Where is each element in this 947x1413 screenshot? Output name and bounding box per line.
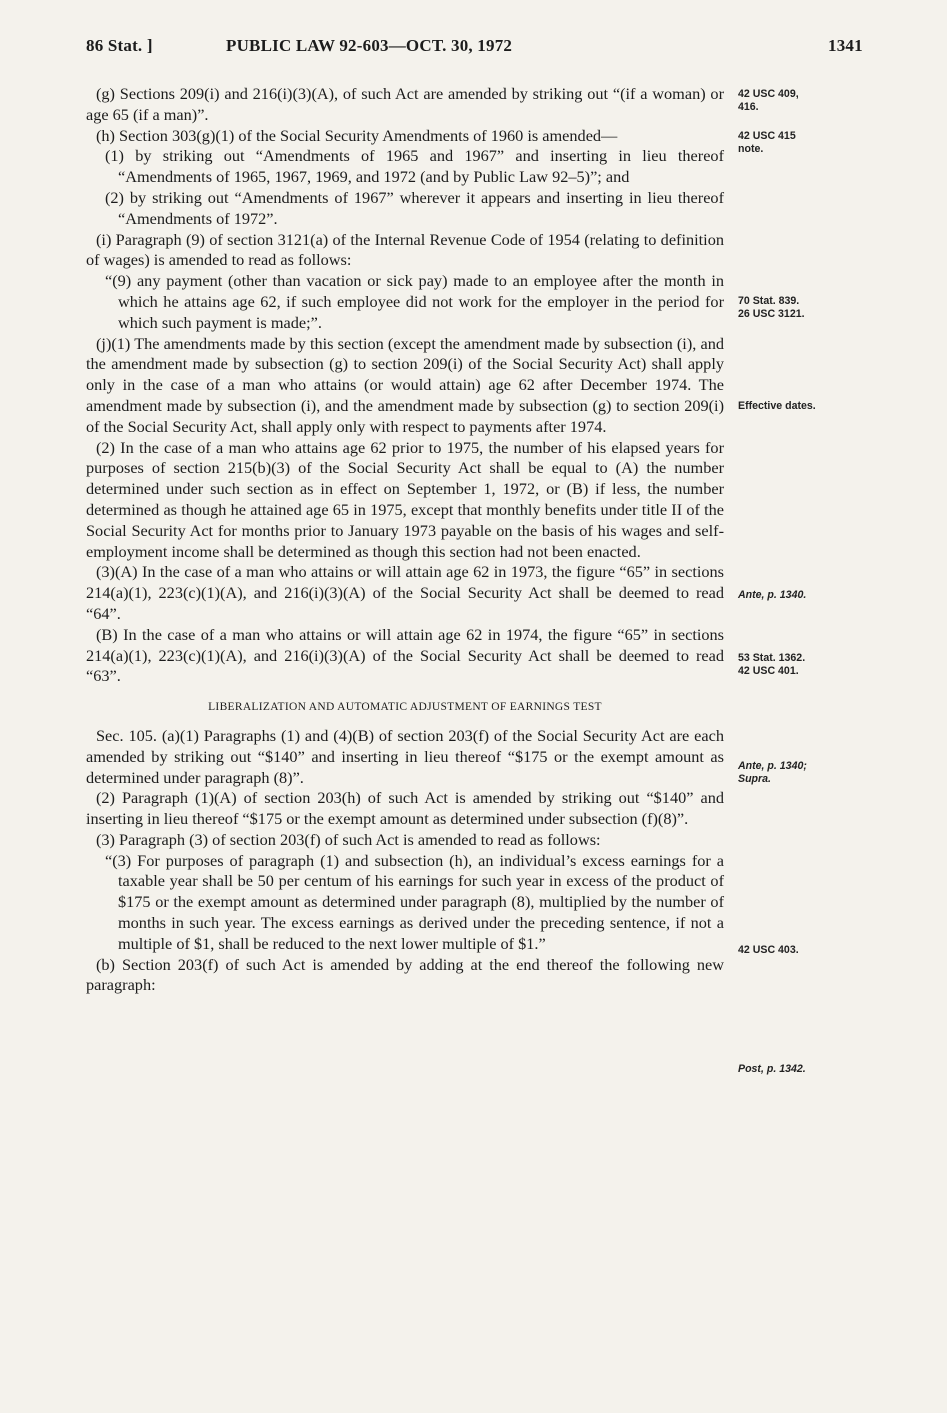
subparagraph-h-1: (1) by striking out “Amendments of 1965 and 1967” and inserting in lieu thereof “Amendments of 1965, 1967, 1969, and 1972 (and by Public Law 92–5)”; and <box>105 146 724 187</box>
paragraph-j-2: (2) In the case of a man who attains age 62 prior to 1975, the number of his elapsed years for purposes of section 215(b)(3) of the Social Security Act shall be equal to (A) the number determined under such section as in effect on September 1, 1972, or (B) if less, the number determined as though he attained age 65 in 1975, except that monthly benefits under title II of the Social Security Act for months prior to January 1973 payable on the basis of his wages and self-employment income shall be determined as though this section had not been enacted. <box>86 437 724 561</box>
section-heading: LIBERALIZATION AND AUTOMATIC ADJUSTMENT OF EARNINGS TEST <box>208 701 602 714</box>
paragraph-j-3-a: (3)(A) In the case of a man who attains or will attain age 62 in 1973, the figure “65” in sections 214(a)(1), 223(c)(1)(A), and 216(i)(3)(A) of the Social Security Act shall be deemed to read “64”. <box>86 562 724 623</box>
margin-note-effective-dates: Effective dates. <box>738 400 816 412</box>
margin-note-ante-p-1340: Ante, p. 1340. <box>738 589 807 601</box>
paragraph-h: (h) Section 303(g)(1) of the Social Security Amendments of 1960 is amended— <box>96 125 618 145</box>
margin-note-post-p-1342: Post, p. 1342. <box>738 1063 806 1075</box>
header-statute-volume: 86 Stat. ] <box>86 36 153 55</box>
paragraph-sec-105-a-2: (2) Paragraph (1)(A) of section 203(h) of such Act is amended by striking out “$140” and inserting in lieu thereof “$175 or the exempt amount as determined under subsection (f)(8)”. <box>86 788 724 829</box>
subparagraph-h-2: (2) by striking out “Amendments of 1967” wherever it appears and inserting in lieu thereof “Amendments of 1972”. <box>105 187 724 228</box>
margin-note-42-usc-409: 42 USC 409, 416. <box>738 88 799 113</box>
paragraph-i: (i) Paragraph (9) of section 3121(a) of the Internal Revenue Code of 1954 (relating to definition of wages) is amended to read as follows: <box>86 229 724 270</box>
header-law-title: PUBLIC LAW 92-603—OCT. 30, 1972 <box>226 36 513 55</box>
margin-note-42-usc-415: 42 USC 415 note. <box>738 130 796 155</box>
margin-note-ante-supra: Ante, p. 1340; Supra. <box>738 760 807 785</box>
quoted-paragraph-9: “(9) any payment (other than vacation or sick pay) made to an employee after the month in which he attains age 62, if such employee did not work for the employer in the period for which such payment is made;”. <box>105 271 724 332</box>
paragraph-g: (g) Sections 209(i) and 216(i)(3)(A), of such Act are amended by striking out “(if a woman) or age 65 (if a man)”. <box>86 84 724 124</box>
paragraph-sec-105-a-1: Sec. 105. (a)(1) Paragraphs (1) and (4)(B) of section 203(f) of the Social Security Act are each amended by striking out “$140” and inserting in lieu thereof “$175 or the exempt amount as determined under paragraph (8)”. <box>86 725 724 787</box>
paragraph-j-3-b: (B) In the case of a man who attains or will attain age 62 in 1974, the figure “65” in sections 214(a)(1), 223(c)(1)(A), and 216(i)(3)(A) of the Social Security Act shall be deemed to read “63”. <box>86 624 724 686</box>
margin-note-53-stat-1362: 53 Stat. 1362. 42 USC 401. <box>738 652 806 677</box>
header-page-number: 1341 <box>828 36 863 55</box>
paragraph-sec-105-a-3: (3) Paragraph (3) of section 203(f) of such Act is amended to read as follows: <box>96 829 601 849</box>
margin-note-70-stat-839: 70 Stat. 839. 26 USC 3121. <box>738 295 805 320</box>
document-body <box>86 84 724 996</box>
paragraph-j-1: (j)(1) The amendments made by this section (except the amendment made by subsection (i), and the amendment made by subsection (g) to section 209(i) of the Social Security Act) shall apply only in the case of a man who attains (or would attain) age 62 after December 1974. The amendment made by subsection (i), and the amendment made by subsection (g) to section 209(i) of the Social Security Act, shall apply only with respect to payments after 1974. <box>86 333 724 436</box>
quoted-paragraph-3: “(3) For purposes of paragraph (1) and subsection (h), an individual’s excess earnings for a taxable year shall be 50 per centum of his earnings for such year in excess of the product of $175 or the exempt amount as determined under paragraph (8), multiplied by the number of months in such year. The excess earnings as derived under the preceding sentence, if not a multiple of $1, shall be reduced to the next lower multiple of $1.” <box>105 850 724 953</box>
paragraph-sec-105-b: (b) Section 203(f) of such Act is amended by adding at the end thereof the following new paragraph: <box>86 954 724 995</box>
margin-note-42-usc-403: 42 USC 403. <box>738 944 799 956</box>
